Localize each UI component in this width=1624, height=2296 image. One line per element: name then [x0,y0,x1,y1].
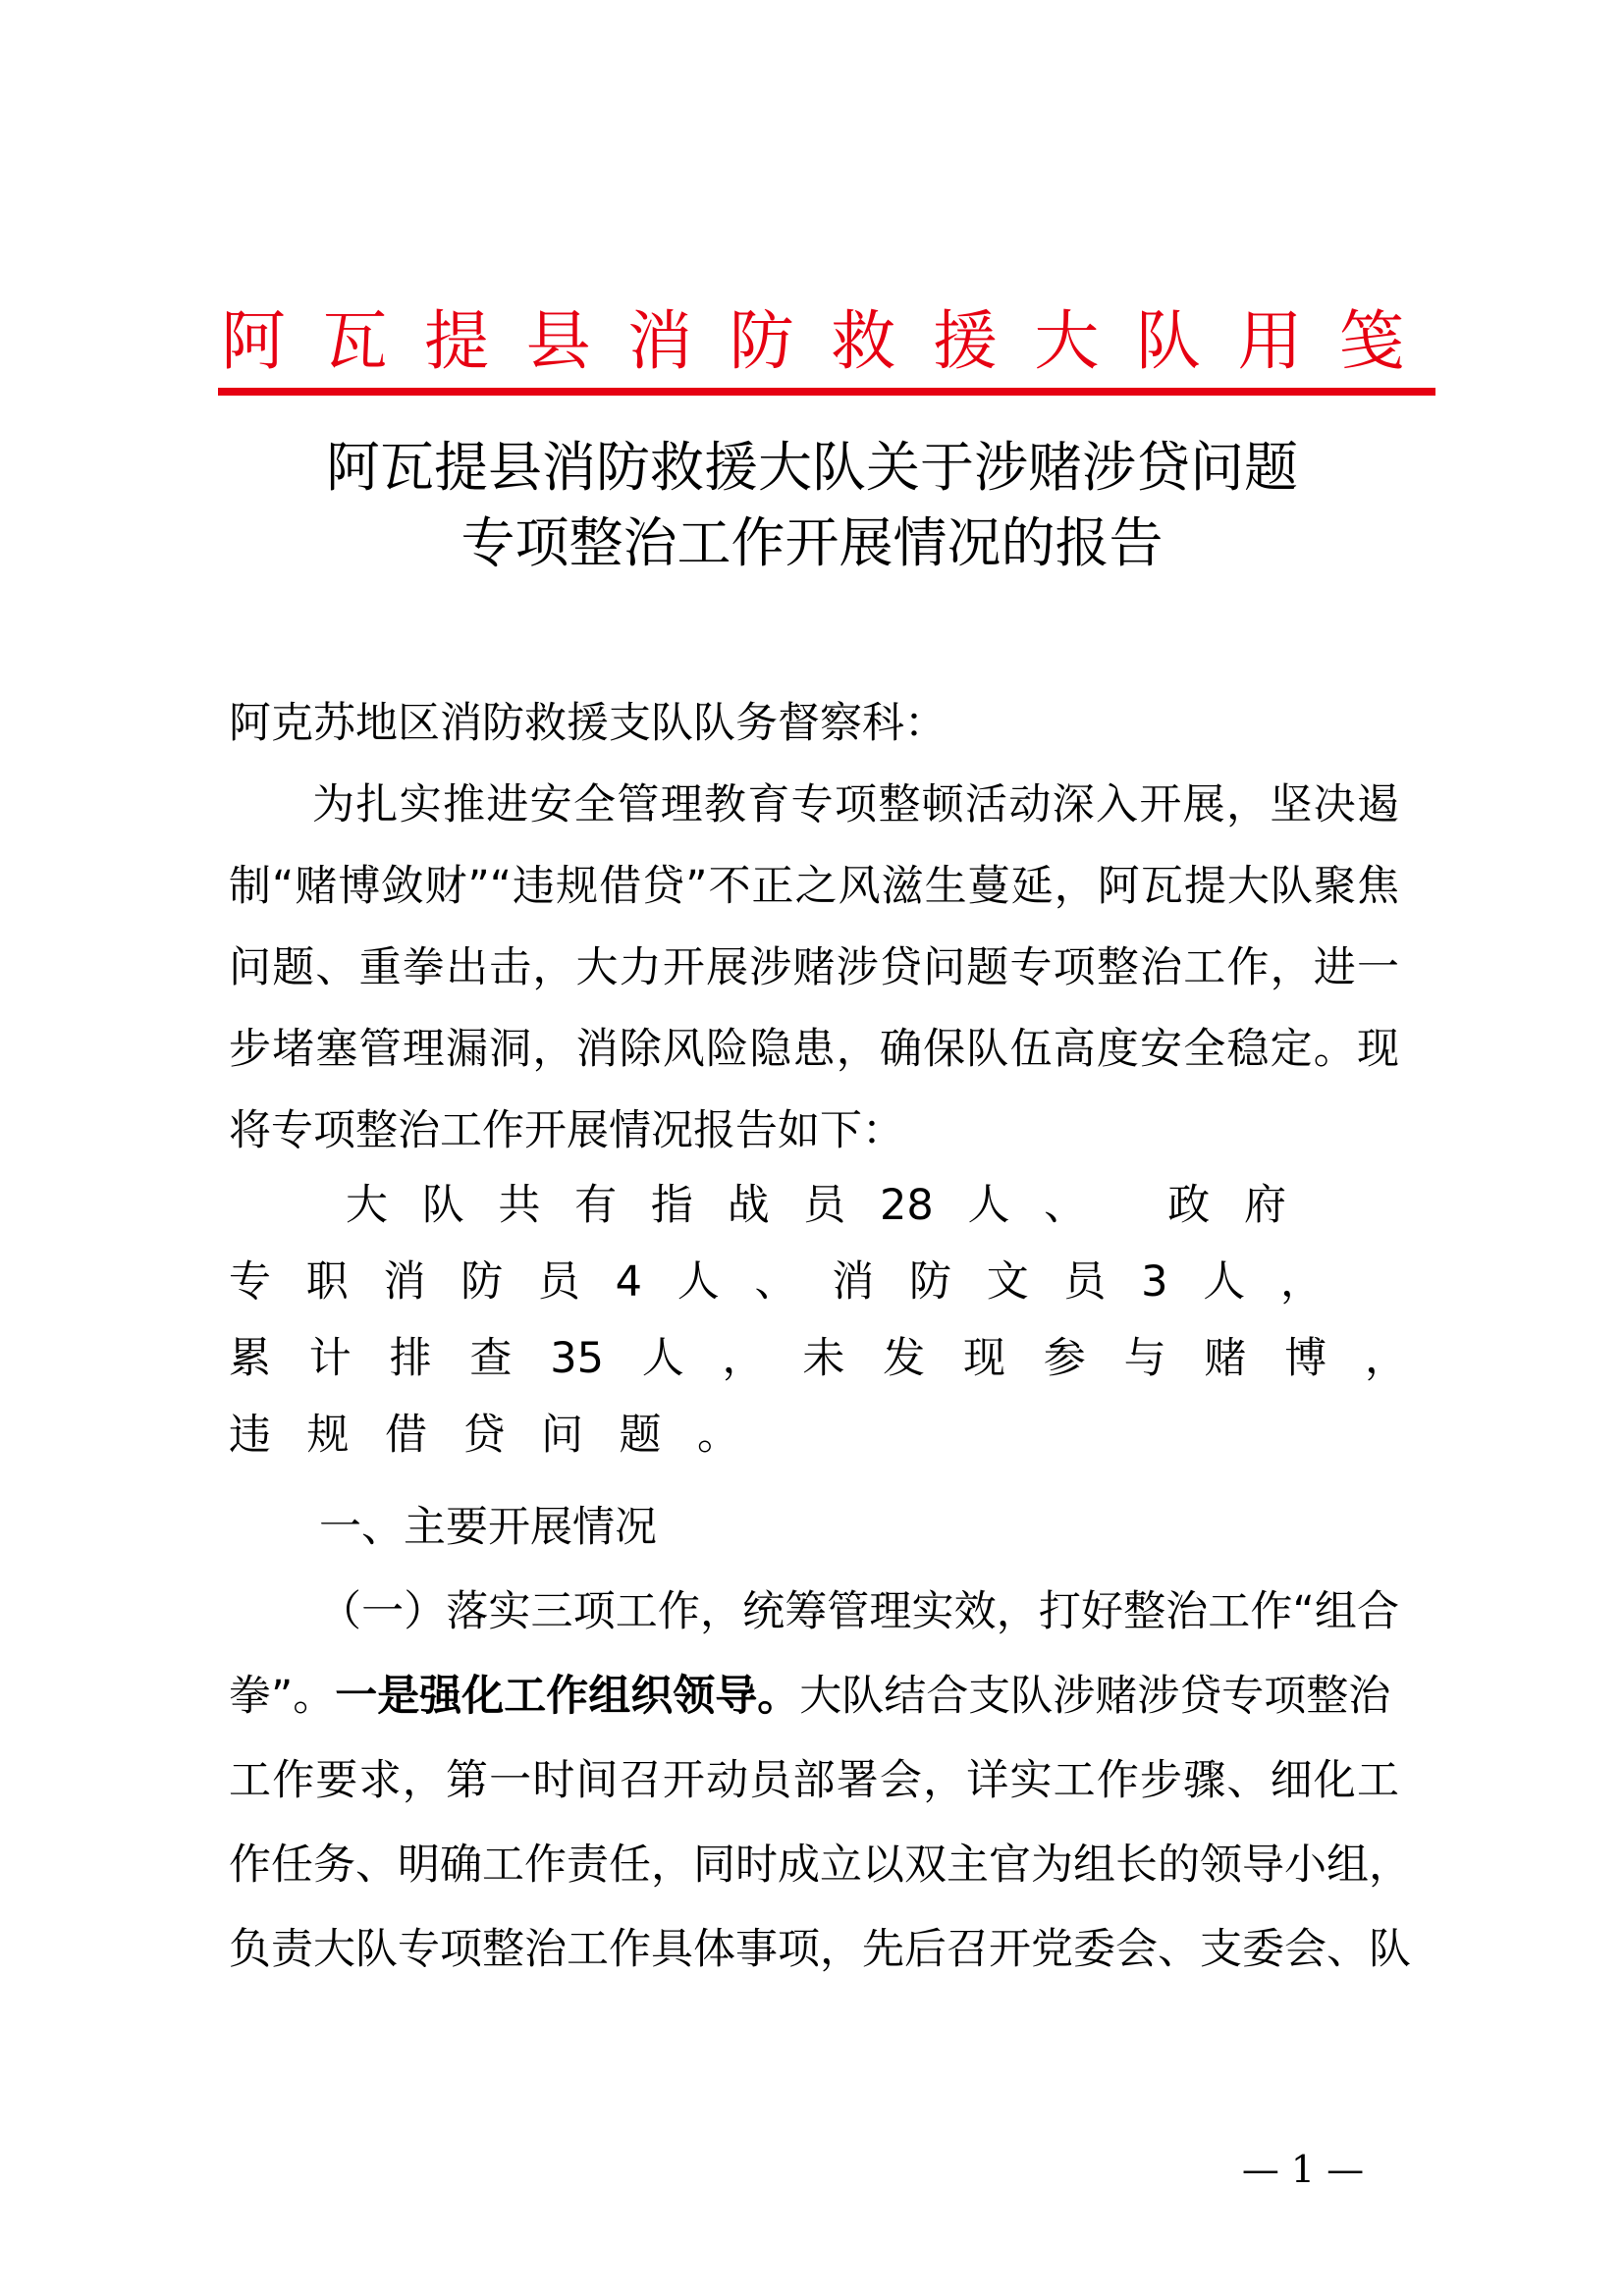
paragraph-3-line-3: 工作要求，第一时间召开动员部署会，详实工作步骤、细化工 [229,1756,1399,1805]
paragraph-2-line-4: 违规借贷问题。 [229,1411,739,1460]
paragraph-1-line-1: 为扎实推进安全管理教育专项整顿活动深入开展，坚决遏 [312,780,1399,829]
page-number: — 1 — [1241,2148,1365,2191]
paragraph-3-line-4: 作任务、明确工作责任，同时成立以双主官为组长的领导小组， [229,1841,1411,1890]
paragraph-3-line-2-end: 大队结合支队涉赌涉贷专项整治 [799,1672,1391,1721]
paragraph-3-line-2-start: 拳”。 [229,1672,336,1721]
paragraph-1-line-5: 将专项整治工作开展情况报告如下： [229,1106,904,1155]
paragraph-3-line-2 [229,1656,1390,1736]
salutation: 阿克苏地区消防救援支队队务督察科： [229,699,947,748]
paragraph-2-line-2: 专职消防员4人、消防文员3人， [229,1257,1323,1307]
paragraph-3-bold-heading: 一是强化工作组织领导。 [335,1672,800,1721]
paragraph-3-line-1: （一）落实三项工作，统筹管理实效，打好整治工作“组合 [319,1587,1399,1636]
report-title-line-2: 专项整治工作开展情况的报告 [460,511,1164,574]
report-title-line-1: 阿瓦提县消防救援大队关于涉赌涉贷问题 [325,436,1298,499]
section-1-heading: 一、主要开展情况 [319,1503,657,1552]
letterhead-red-rule [218,388,1435,396]
paragraph-1-line-2: 制“赌博敛财”“违规借贷”不正之风滋生蔓延，阿瓦提大队聚焦 [229,862,1399,911]
paragraph-1-line-4: 步堵塞管理漏洞，消除风险隐患，确保队伍高度安全稳定。现 [229,1025,1399,1074]
paragraph-3-line-5: 负责大队专项整治工作具体事项，先后召开党委会、支委会、队 [229,1925,1411,1974]
paragraph-1-line-3: 问题、重拳出击，大力开展涉赌涉贷问题专项整治工作，进一 [229,943,1399,992]
letterhead-title: 阿瓦提县消防救援大队用笺 [221,303,1404,379]
paragraph-2-line-3: 累计排查35人，未发现参与赌博， [229,1334,1407,1383]
paragraph-2-line-1: 大队共有指战员28人、 政府 [346,1181,1286,1230]
